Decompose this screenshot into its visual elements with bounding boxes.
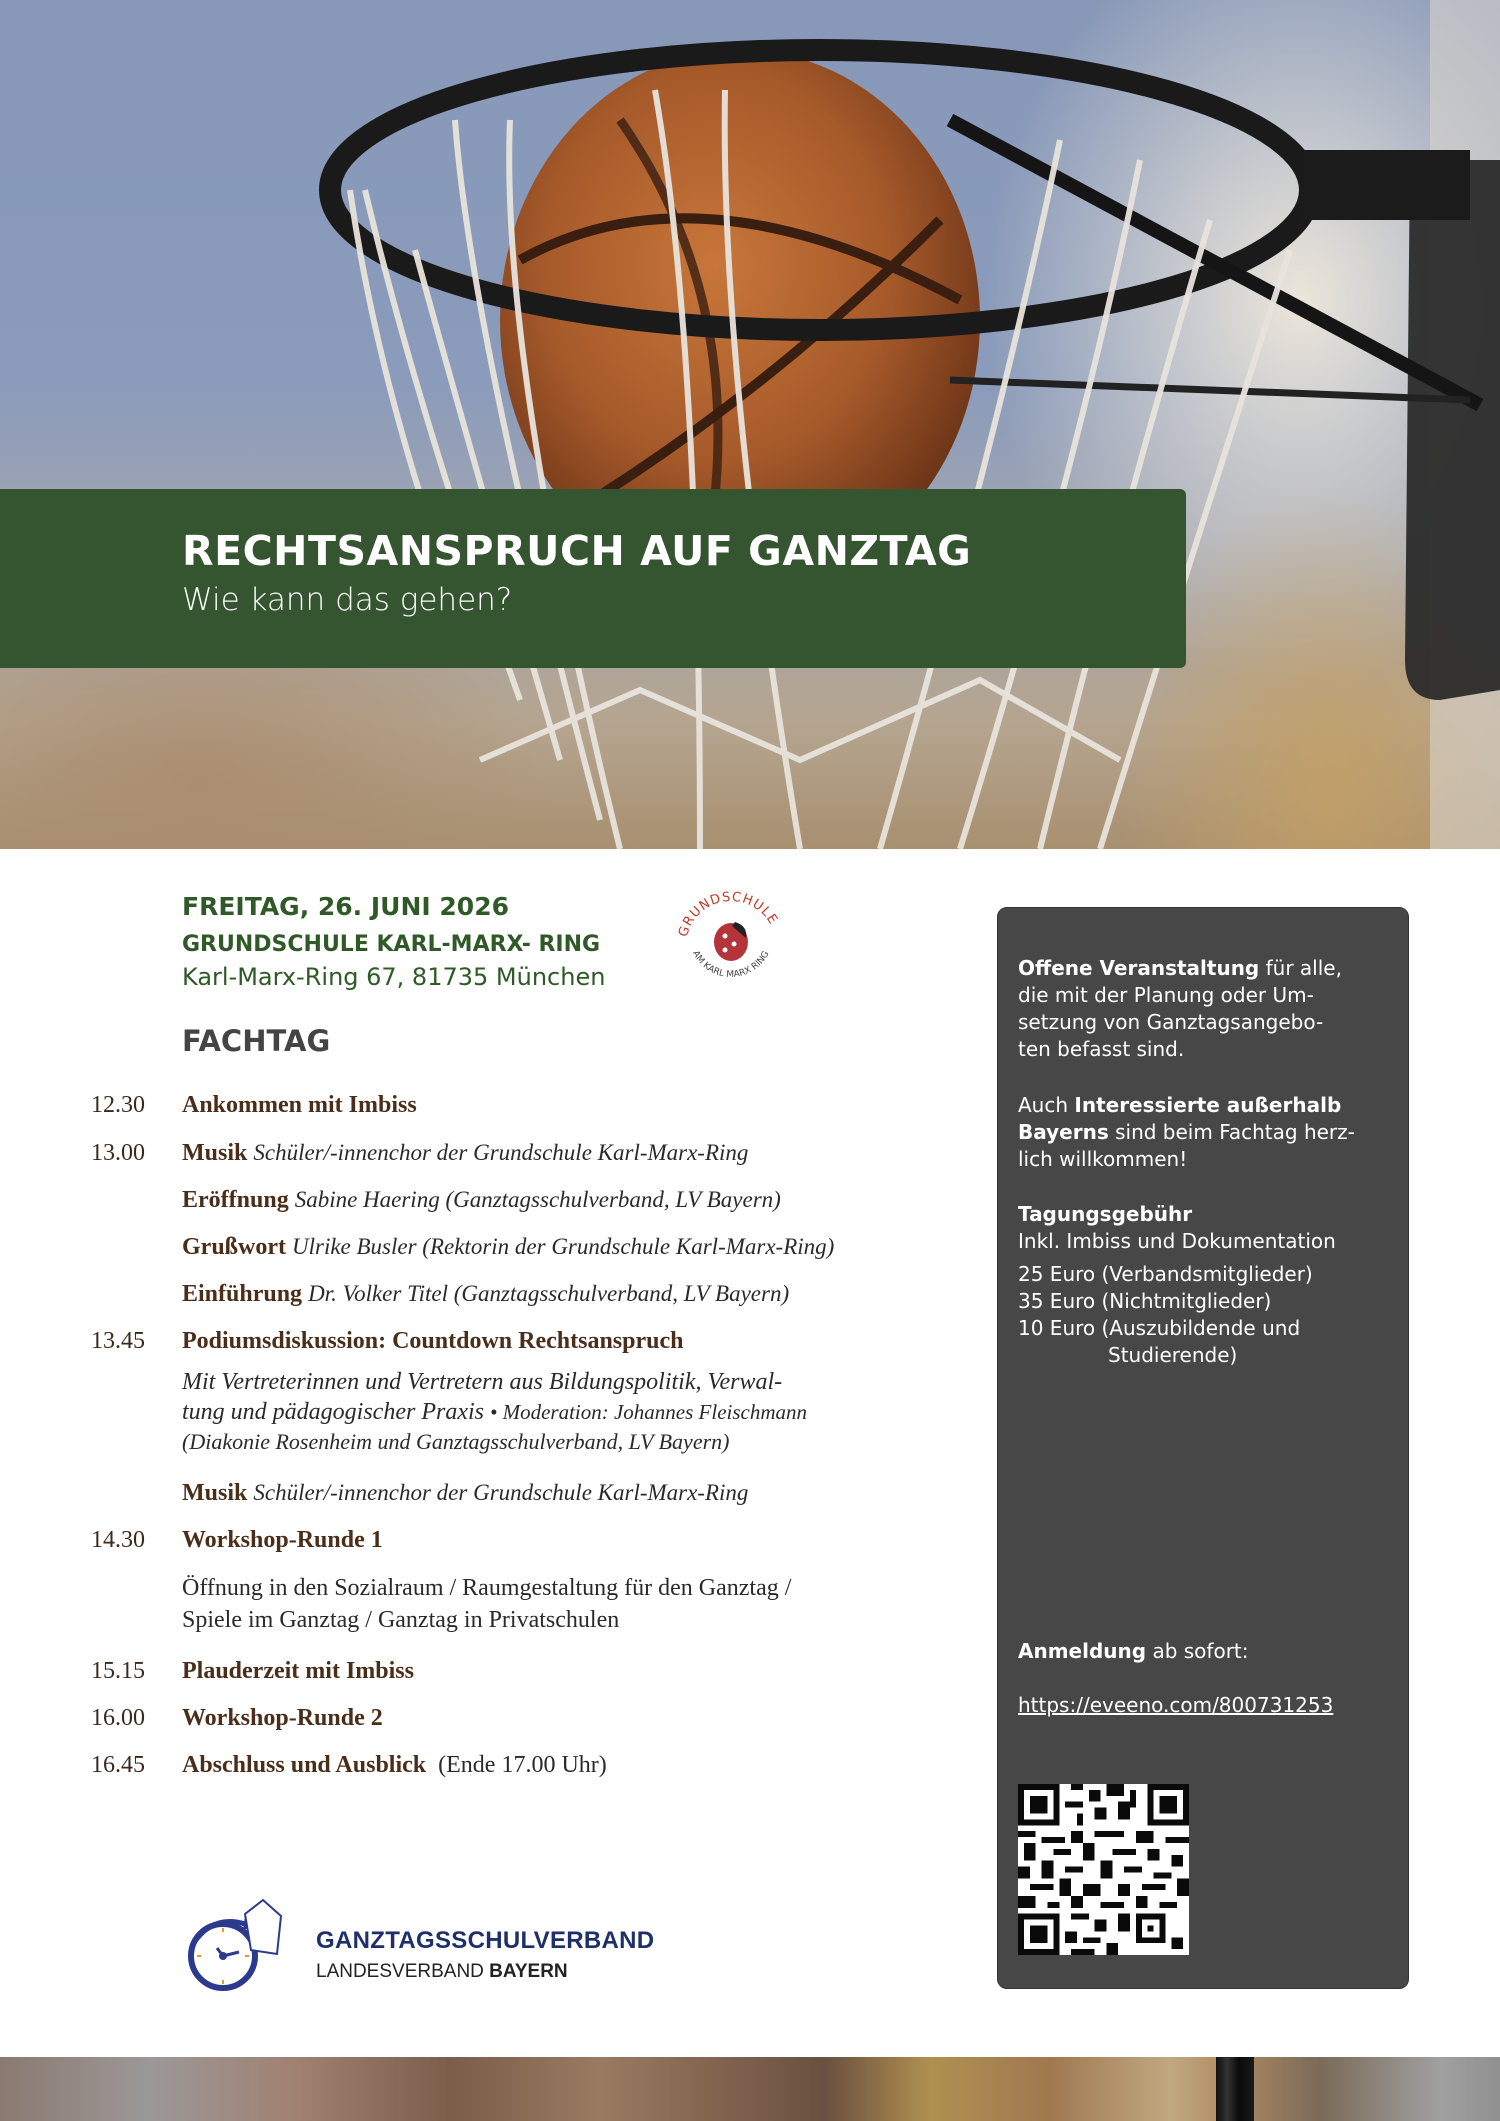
- section-heading-fachtag: FACHTAG: [182, 1024, 331, 1058]
- fee-item: 35 Euro (Nichtmitglieder): [1018, 1289, 1272, 1313]
- open-event-bold: Offene Veranstaltung: [1018, 956, 1260, 980]
- registration-text: [1018, 1638, 1398, 1665]
- fee-item: 10 Euro (Auszubildende und: [1018, 1316, 1301, 1340]
- org-sub-bold: BAYERN: [489, 1961, 568, 1982]
- moderation-text: • Moderation: Johannes Fleischmann: [489, 1400, 808, 1424]
- schedule-title: Podiumsdiskussion: Countdown Rechtsanspruch: [182, 1328, 684, 1354]
- schedule-title: Plauderzeit mit Imbiss: [182, 1658, 414, 1684]
- basketball-hoop-illustration: [0, 0, 1500, 849]
- registration-link[interactable]: https://eveeno.com/800731253: [1018, 1693, 1334, 1717]
- page-subtitle: Wie kann das gehen?: [182, 582, 513, 618]
- title-banner: [0, 489, 1186, 668]
- schedule-title: Workshop-Runde 2: [182, 1705, 383, 1731]
- welcome-line: lich willkommen!: [1018, 1147, 1188, 1171]
- event-address: Karl-Marx-Ring 67, 81735 München: [182, 963, 606, 991]
- schedule-title: Musik: [182, 1140, 248, 1166]
- registration-rest: ab sofort:: [1146, 1639, 1249, 1663]
- clock-house-logo-icon: [183, 1894, 283, 1999]
- qr-code-graphic: [1018, 1784, 1189, 1955]
- open-event-line: ten befasst sind.: [1018, 1037, 1185, 1061]
- welcome-pre: Auch: [1018, 1093, 1075, 1117]
- svg-text:AM KARL MARX RING: AM KARL MARX RING: [690, 949, 772, 980]
- organization-subtitle: [316, 1961, 568, 1983]
- schedule-title: Eröffnung: [182, 1187, 289, 1213]
- podium-desc-line: (Diakonie Rosenheim und Ganztagsschulverband, LV Bayern): [182, 1429, 730, 1454]
- event-venue: GRUNDSCHULE KARL-MARX- RING: [182, 932, 601, 957]
- registration-link-wrap: [1018, 1692, 1398, 1719]
- fee-section: [1018, 1201, 1398, 1369]
- registration-bold: Anmeldung: [1018, 1639, 1147, 1663]
- schedule-title: Ankommen mit Imbiss: [182, 1092, 417, 1118]
- welcome-text: [1018, 1092, 1398, 1173]
- schedule-detail: Dr. Volker Titel (Ganztagsschulverband, LV Bayern): [308, 1281, 790, 1306]
- hero-image: [0, 0, 1500, 849]
- open-event-text: [1018, 955, 1398, 1063]
- schedule-detail: Schüler/-innenchor der Grundschule Karl-Marx-Ring: [253, 1480, 749, 1505]
- schedule-entry: [182, 1234, 834, 1261]
- podium-desc-text: tung und pädagogischer Praxis: [182, 1399, 484, 1425]
- schedule-time: 13.45: [91, 1328, 145, 1354]
- org-sub-plain: LANDESVERBAND: [316, 1961, 490, 1982]
- schedule-detail: (Ende 17.00 Uhr): [438, 1752, 607, 1778]
- schedule-entry: [182, 1658, 414, 1685]
- organization-logo: [183, 1894, 283, 1999]
- fee-item-continuation: Studierende): [1108, 1343, 1238, 1367]
- welcome-rest: sind beim Fachtag herz-: [1108, 1120, 1355, 1144]
- info-box: [997, 907, 1409, 1989]
- schedule-entry: [182, 1092, 417, 1119]
- hoop-post: [1216, 2057, 1254, 2121]
- organization-name: GANZTAGSSCHULVERBAND: [316, 1927, 655, 1954]
- schedule-title: Workshop-Runde 1: [182, 1527, 383, 1553]
- schedule-entry: [182, 1140, 748, 1167]
- schedule-title: Abschluss und Ausblick: [182, 1752, 427, 1778]
- podium-desc-line: [182, 1397, 807, 1427]
- schedule-detail: Ulrike Busler (Rektorin der Grundschule Karl-Marx-Ring): [292, 1234, 835, 1259]
- workshop-desc-line: Spiele im Ganztag / Ganztag in Privatschulen: [182, 1607, 620, 1633]
- workshop-desc-line: Öffnung in den Sozialraum / Raumgestaltung für den Ganztag /: [182, 1575, 792, 1601]
- schedule-time: 12.30: [91, 1092, 145, 1118]
- schedule-time: 14.30: [91, 1527, 145, 1553]
- schedule-title: Musik: [182, 1480, 248, 1506]
- welcome-bold: Interessierte außerhalb: [1074, 1093, 1342, 1117]
- schedule-entry: [182, 1527, 383, 1554]
- welcome-bold: Bayerns: [1018, 1120, 1109, 1144]
- open-event-rest: für alle,: [1259, 956, 1342, 980]
- workshop-description: [182, 1572, 791, 1636]
- schedule-detail: Sabine Haering (Ganztagsschulverband, LV Bayern): [294, 1187, 781, 1212]
- schedule-title: Grußwort: [182, 1234, 286, 1260]
- bottom-photo-strip: [0, 2057, 1500, 2121]
- schedule-entry: [182, 1328, 684, 1355]
- schedule-entry: [182, 1281, 789, 1308]
- schedule-title: Einführung: [182, 1281, 303, 1307]
- schedule-entry: [182, 1705, 383, 1732]
- event-date: FREITAG, 26. JUNI 2026: [182, 892, 509, 921]
- podium-description: [182, 1367, 807, 1457]
- fee-item: 25 Euro (Verbandsmitglieder): [1018, 1262, 1313, 1286]
- ladybug-logo-icon: [668, 884, 794, 988]
- schedule-entry: [182, 1752, 607, 1779]
- schedule-time: 13.00: [91, 1140, 145, 1166]
- schedule-time: 15.15: [91, 1658, 145, 1684]
- open-event-line: die mit der Planung oder Um-: [1018, 983, 1314, 1007]
- schedule-detail: Schüler/-innenchor der Grundschule Karl-Marx-Ring: [253, 1140, 749, 1165]
- schedule-time: 16.00: [91, 1705, 145, 1731]
- fee-subtitle: Inkl. Imbiss und Dokumentation: [1018, 1229, 1336, 1253]
- schedule-entry: [182, 1187, 781, 1214]
- qr-code-icon[interactable]: [1018, 1784, 1189, 1955]
- fee-heading: Tagungsgebühr: [1018, 1202, 1193, 1226]
- school-logo: [668, 884, 794, 988]
- page-title: RECHTSANSPRUCH AUF GANZTAG: [182, 527, 972, 575]
- podium-desc-line: Mit Vertreterinnen und Vertretern aus Bildungspolitik, Verwal-: [182, 1369, 783, 1395]
- open-event-line: setzung von Ganztagsangebo-: [1018, 1010, 1324, 1034]
- svg-text:GRUNDSCHULE: GRUNDSCHULE: [675, 889, 781, 939]
- schedule-entry: [182, 1480, 748, 1507]
- schedule-time: 16.45: [91, 1752, 145, 1778]
